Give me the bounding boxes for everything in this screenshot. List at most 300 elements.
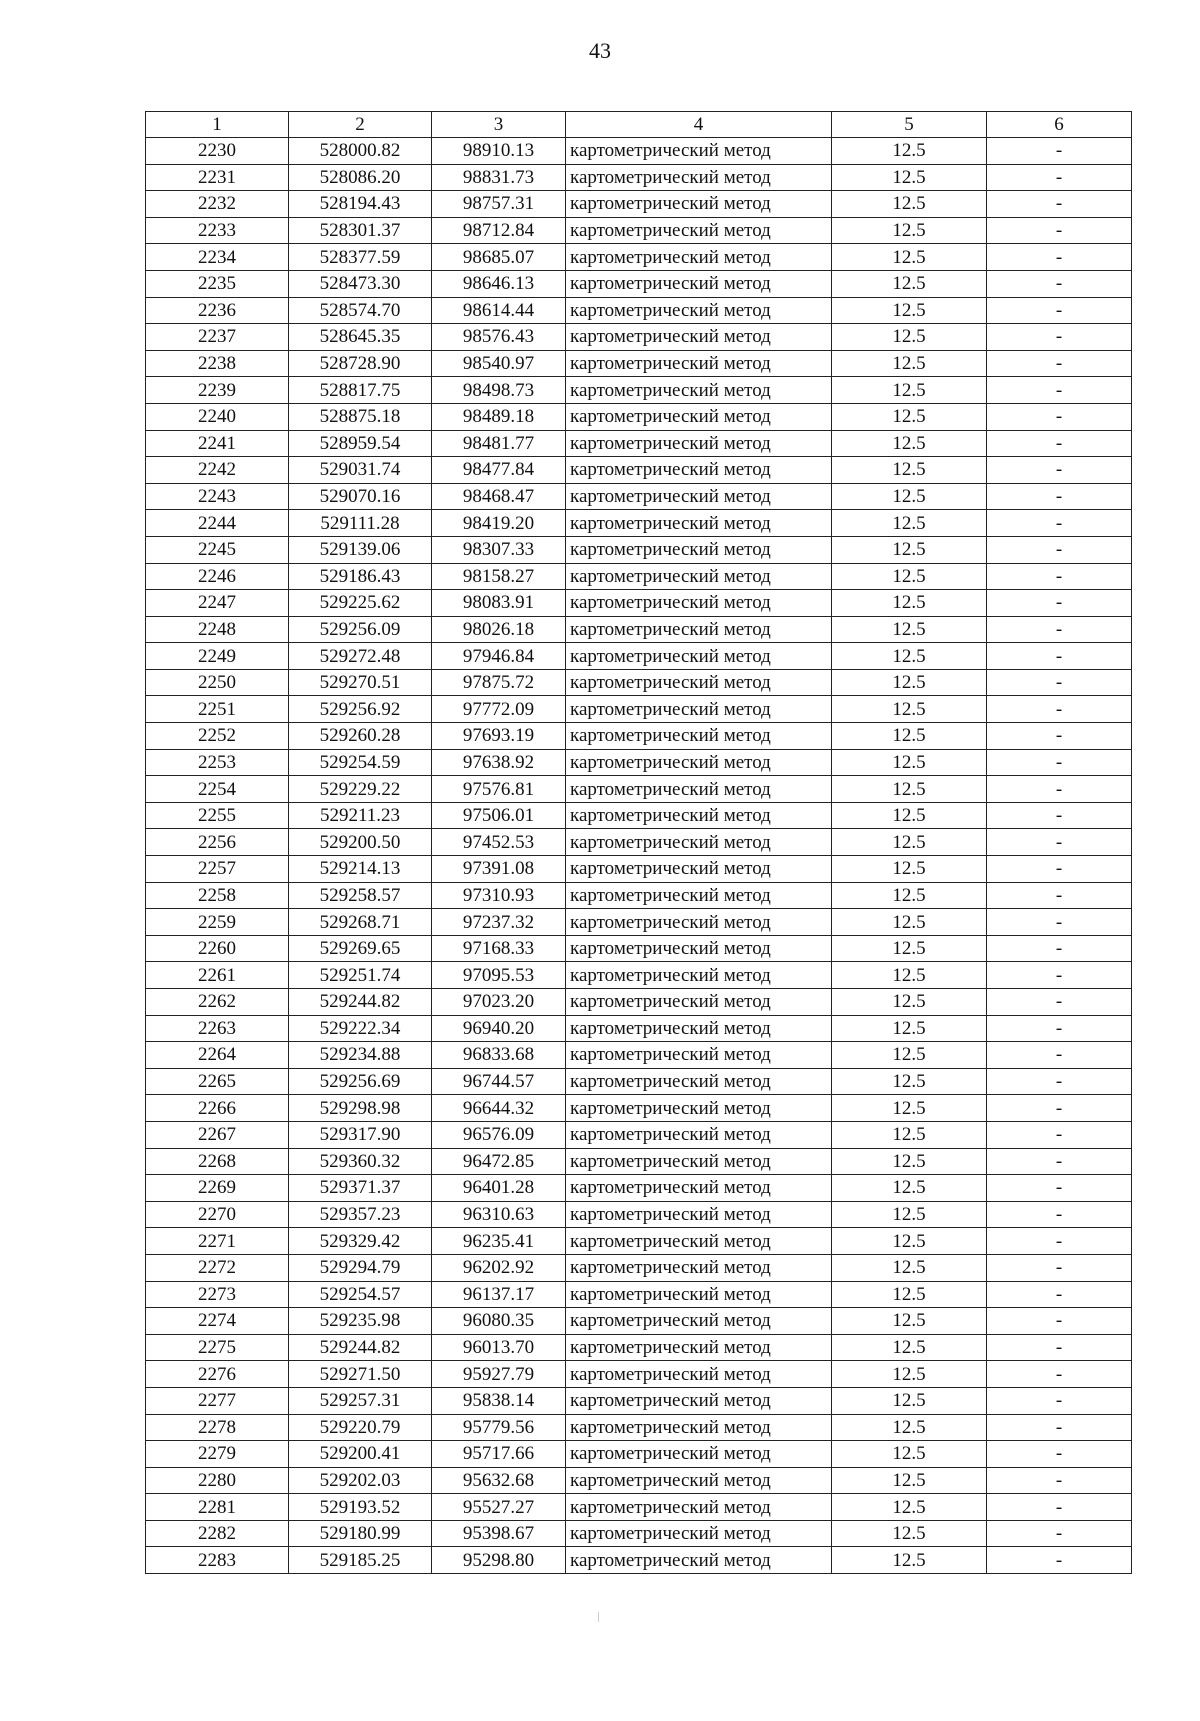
- cell-method: картометрический метод: [566, 1467, 832, 1494]
- cell-method: картометрический метод: [566, 1414, 832, 1441]
- cell-coord-x: 529244.82: [289, 1334, 432, 1361]
- cell-point-number: 2254: [146, 776, 289, 803]
- cell-note: -: [987, 483, 1132, 510]
- table-header: [146, 112, 1132, 138]
- cell-coord-y: 98477.84: [432, 457, 566, 484]
- cell-coord-x: 529270.51: [289, 669, 432, 696]
- cell-method: картометрический метод: [566, 723, 832, 750]
- cell-method: картометрический метод: [566, 1281, 832, 1308]
- cell-note: -: [987, 616, 1132, 643]
- cell-accuracy: 12.5: [832, 430, 987, 457]
- table-row: [146, 935, 1132, 962]
- cell-point-number: 2244: [146, 510, 289, 537]
- table-row: [146, 749, 1132, 776]
- cell-coord-x: 529222.34: [289, 1015, 432, 1042]
- cell-note: -: [987, 244, 1132, 271]
- cell-coord-y: 98481.77: [432, 430, 566, 457]
- cell-method: картометрический метод: [566, 324, 832, 351]
- cell-coord-x: 528875.18: [289, 403, 432, 430]
- cell-coord-x: 529256.69: [289, 1068, 432, 1095]
- cell-coord-x: 529244.82: [289, 989, 432, 1016]
- cell-coord-y: 96202.92: [432, 1254, 566, 1281]
- cell-coord-x: 529317.90: [289, 1121, 432, 1148]
- cell-coord-y: 98026.18: [432, 616, 566, 643]
- cell-accuracy: 12.5: [832, 297, 987, 324]
- cell-coord-x: 529111.28: [289, 510, 432, 537]
- cell-coord-y: 95838.14: [432, 1387, 566, 1414]
- cell-method: картометрический метод: [566, 1201, 832, 1228]
- cell-note: -: [987, 1467, 1132, 1494]
- cell-coord-y: 97875.72: [432, 669, 566, 696]
- cell-method: картометрический метод: [566, 1520, 832, 1547]
- cell-coord-y: 98489.18: [432, 403, 566, 430]
- cell-method: картометрический метод: [566, 1175, 832, 1202]
- cell-point-number: 2273: [146, 1281, 289, 1308]
- cell-method: картометрический метод: [566, 457, 832, 484]
- cell-coord-x: 529180.99: [289, 1520, 432, 1547]
- header-col-6: 6: [987, 112, 1132, 138]
- cell-method: картометрический метод: [566, 1441, 832, 1468]
- cell-coord-y: 98498.73: [432, 377, 566, 404]
- cell-coord-x: 528959.54: [289, 430, 432, 457]
- cell-accuracy: 12.5: [832, 1387, 987, 1414]
- cell-coord-x: 528473.30: [289, 270, 432, 297]
- table-row: [146, 1414, 1132, 1441]
- cell-coord-x: 529360.32: [289, 1148, 432, 1175]
- table-row: [146, 909, 1132, 936]
- table-row: [146, 1547, 1132, 1574]
- table-row: [146, 616, 1132, 643]
- cell-point-number: 2252: [146, 723, 289, 750]
- cell-method: картометрический метод: [566, 1015, 832, 1042]
- table-row: [146, 1121, 1132, 1148]
- cell-method: картометрический метод: [566, 856, 832, 883]
- cell-note: -: [987, 1441, 1132, 1468]
- cell-method: картометрический метод: [566, 1228, 832, 1255]
- cell-coord-y: 98468.47: [432, 483, 566, 510]
- cell-method: картометрический метод: [566, 270, 832, 297]
- table-row: [146, 1308, 1132, 1335]
- cell-coord-x: 529220.79: [289, 1414, 432, 1441]
- cell-note: -: [987, 669, 1132, 696]
- cell-accuracy: 12.5: [832, 989, 987, 1016]
- cell-accuracy: 12.5: [832, 164, 987, 191]
- cell-coord-x: 529268.71: [289, 909, 432, 936]
- table-row: [146, 138, 1132, 165]
- cell-point-number: 2261: [146, 962, 289, 989]
- cell-coord-x: 529229.22: [289, 776, 432, 803]
- cell-note: -: [987, 324, 1132, 351]
- cell-coord-x: 529254.59: [289, 749, 432, 776]
- table-row: [146, 643, 1132, 670]
- cell-point-number: 2275: [146, 1334, 289, 1361]
- cell-point-number: 2263: [146, 1015, 289, 1042]
- cell-accuracy: 12.5: [832, 244, 987, 271]
- cell-coord-y: 98614.44: [432, 297, 566, 324]
- cell-note: -: [987, 1361, 1132, 1388]
- cell-accuracy: 12.5: [832, 909, 987, 936]
- cell-point-number: 2250: [146, 669, 289, 696]
- cell-coord-y: 96644.32: [432, 1095, 566, 1122]
- cell-note: -: [987, 590, 1132, 617]
- cell-coord-y: 96310.63: [432, 1201, 566, 1228]
- cell-point-number: 2245: [146, 536, 289, 563]
- cell-point-number: 2283: [146, 1547, 289, 1574]
- cell-method: картометрический метод: [566, 909, 832, 936]
- cell-accuracy: 12.5: [832, 1068, 987, 1095]
- cell-coord-x: 529272.48: [289, 643, 432, 670]
- cell-point-number: 2278: [146, 1414, 289, 1441]
- cell-note: -: [987, 882, 1132, 909]
- cell-point-number: 2272: [146, 1254, 289, 1281]
- cell-method: картометрический метод: [566, 1254, 832, 1281]
- table-row: [146, 1441, 1132, 1468]
- table-row: [146, 457, 1132, 484]
- table-row: [146, 1201, 1132, 1228]
- cell-point-number: 2256: [146, 829, 289, 856]
- cell-accuracy: 12.5: [832, 270, 987, 297]
- cell-note: -: [987, 1201, 1132, 1228]
- header-col-1: 1: [146, 112, 289, 138]
- header-col-4: 4: [566, 112, 832, 138]
- cell-coord-x: 529257.31: [289, 1387, 432, 1414]
- cell-note: -: [987, 749, 1132, 776]
- cell-point-number: 2230: [146, 138, 289, 165]
- cell-accuracy: 12.5: [832, 1201, 987, 1228]
- cell-method: картометрический метод: [566, 802, 832, 829]
- cell-note: -: [987, 217, 1132, 244]
- cell-accuracy: 12.5: [832, 217, 987, 244]
- cell-note: -: [987, 962, 1132, 989]
- cell-method: картометрический метод: [566, 191, 832, 218]
- cell-note: -: [987, 723, 1132, 750]
- cell-coord-y: 98685.07: [432, 244, 566, 271]
- cell-note: -: [987, 536, 1132, 563]
- cell-accuracy: 12.5: [832, 350, 987, 377]
- cell-coord-x: 529258.57: [289, 882, 432, 909]
- table-row: [146, 1467, 1132, 1494]
- cell-accuracy: 12.5: [832, 935, 987, 962]
- cell-note: -: [987, 191, 1132, 218]
- cell-coord-y: 96401.28: [432, 1175, 566, 1202]
- cell-point-number: 2270: [146, 1201, 289, 1228]
- cell-method: картометрический метод: [566, 350, 832, 377]
- cell-accuracy: 12.5: [832, 1254, 987, 1281]
- cell-accuracy: 12.5: [832, 483, 987, 510]
- cell-note: -: [987, 1414, 1132, 1441]
- cell-coord-x: 529225.62: [289, 590, 432, 617]
- cell-method: картометрический метод: [566, 962, 832, 989]
- cell-point-number: 2235: [146, 270, 289, 297]
- cell-accuracy: 12.5: [832, 1148, 987, 1175]
- cell-note: -: [987, 989, 1132, 1016]
- cell-coord-y: 97095.53: [432, 962, 566, 989]
- cell-accuracy: 12.5: [832, 962, 987, 989]
- table-row: [146, 191, 1132, 218]
- cell-point-number: 2249: [146, 643, 289, 670]
- cell-point-number: 2251: [146, 696, 289, 723]
- cell-note: -: [987, 1175, 1132, 1202]
- table-row: [146, 723, 1132, 750]
- cell-coord-y: 98419.20: [432, 510, 566, 537]
- table-row: [146, 590, 1132, 617]
- cell-coord-x: 529254.57: [289, 1281, 432, 1308]
- cell-coord-y: 98910.13: [432, 138, 566, 165]
- cell-point-number: 2271: [146, 1228, 289, 1255]
- table-body: [146, 138, 1132, 1574]
- table-row: [146, 802, 1132, 829]
- cell-coord-x: 529294.79: [289, 1254, 432, 1281]
- cell-point-number: 2269: [146, 1175, 289, 1202]
- table-row: [146, 1361, 1132, 1388]
- cell-point-number: 2236: [146, 297, 289, 324]
- cell-coord-x: 529271.50: [289, 1361, 432, 1388]
- cell-point-number: 2259: [146, 909, 289, 936]
- cell-accuracy: 12.5: [832, 696, 987, 723]
- cell-note: -: [987, 270, 1132, 297]
- cell-coord-y: 97693.19: [432, 723, 566, 750]
- cell-point-number: 2266: [146, 1095, 289, 1122]
- table-row: [146, 1254, 1132, 1281]
- cell-note: -: [987, 1042, 1132, 1069]
- cell-coord-y: 98576.43: [432, 324, 566, 351]
- cell-method: картометрический метод: [566, 1095, 832, 1122]
- cell-note: -: [987, 1228, 1132, 1255]
- table-row: [146, 1494, 1132, 1521]
- cell-accuracy: 12.5: [832, 882, 987, 909]
- cell-coord-x: 529186.43: [289, 563, 432, 590]
- cell-coord-y: 97452.53: [432, 829, 566, 856]
- cell-accuracy: 12.5: [832, 1361, 987, 1388]
- cell-accuracy: 12.5: [832, 829, 987, 856]
- cell-coord-y: 98757.31: [432, 191, 566, 218]
- cell-method: картометрический метод: [566, 217, 832, 244]
- cell-method: картометрический метод: [566, 776, 832, 803]
- cell-note: -: [987, 377, 1132, 404]
- table-row: [146, 244, 1132, 271]
- cell-note: -: [987, 297, 1132, 324]
- table-row: [146, 1068, 1132, 1095]
- cell-point-number: 2279: [146, 1441, 289, 1468]
- cell-point-number: 2277: [146, 1387, 289, 1414]
- table-row: [146, 1148, 1132, 1175]
- cell-note: -: [987, 1494, 1132, 1521]
- cell-coord-x: 528817.75: [289, 377, 432, 404]
- cell-point-number: 2258: [146, 882, 289, 909]
- cell-coord-y: 95927.79: [432, 1361, 566, 1388]
- cell-coord-y: 98712.84: [432, 217, 566, 244]
- table-row: [146, 696, 1132, 723]
- table-row: [146, 510, 1132, 537]
- table-row: [146, 1175, 1132, 1202]
- cell-coord-y: 96013.70: [432, 1334, 566, 1361]
- cell-method: картометрический метод: [566, 829, 832, 856]
- cell-note: -: [987, 164, 1132, 191]
- cell-accuracy: 12.5: [832, 802, 987, 829]
- cell-note: -: [987, 457, 1132, 484]
- cell-coord-x: 528194.43: [289, 191, 432, 218]
- cell-point-number: 2240: [146, 403, 289, 430]
- cell-coord-y: 97237.32: [432, 909, 566, 936]
- cell-accuracy: 12.5: [832, 1095, 987, 1122]
- cell-coord-y: 98083.91: [432, 590, 566, 617]
- cell-note: -: [987, 643, 1132, 670]
- cell-coord-y: 95527.27: [432, 1494, 566, 1521]
- cell-point-number: 2255: [146, 802, 289, 829]
- cell-coord-y: 96472.85: [432, 1148, 566, 1175]
- cell-point-number: 2246: [146, 563, 289, 590]
- cell-method: картометрический метод: [566, 563, 832, 590]
- cell-coord-y: 97638.92: [432, 749, 566, 776]
- cell-coord-x: 528000.82: [289, 138, 432, 165]
- cell-coord-x: 529256.09: [289, 616, 432, 643]
- cell-coord-y: 95298.80: [432, 1547, 566, 1574]
- cell-point-number: 2231: [146, 164, 289, 191]
- cell-coord-y: 97168.33: [432, 935, 566, 962]
- cell-accuracy: 12.5: [832, 1281, 987, 1308]
- cell-method: картометрический метод: [566, 1387, 832, 1414]
- cell-coord-x: 529139.06: [289, 536, 432, 563]
- cell-method: картометрический метод: [566, 1042, 832, 1069]
- cell-accuracy: 12.5: [832, 616, 987, 643]
- cell-point-number: 2274: [146, 1308, 289, 1335]
- cell-method: картометрический метод: [566, 1308, 832, 1335]
- cell-point-number: 2260: [146, 935, 289, 962]
- cell-method: картометрический метод: [566, 244, 832, 271]
- cell-accuracy: 12.5: [832, 1175, 987, 1202]
- cell-coord-x: 529200.41: [289, 1441, 432, 1468]
- cell-point-number: 2265: [146, 1068, 289, 1095]
- cell-accuracy: 12.5: [832, 324, 987, 351]
- table-row: [146, 989, 1132, 1016]
- cell-method: картометрический метод: [566, 138, 832, 165]
- cell-accuracy: 12.5: [832, 1334, 987, 1361]
- cell-point-number: 2243: [146, 483, 289, 510]
- cell-accuracy: 12.5: [832, 643, 987, 670]
- page-number: 43: [589, 38, 611, 63]
- cell-note: -: [987, 138, 1132, 165]
- cell-point-number: 2247: [146, 590, 289, 617]
- header-col-5: 5: [832, 112, 987, 138]
- cell-method: картометрический метод: [566, 616, 832, 643]
- cell-note: -: [987, 802, 1132, 829]
- cell-accuracy: 12.5: [832, 1042, 987, 1069]
- table-row: [146, 856, 1132, 883]
- cell-note: -: [987, 1520, 1132, 1547]
- cell-method: картометрический метод: [566, 536, 832, 563]
- cell-point-number: 2237: [146, 324, 289, 351]
- cell-coord-x: 528728.90: [289, 350, 432, 377]
- cell-coord-y: 96833.68: [432, 1042, 566, 1069]
- cell-point-number: 2281: [146, 1494, 289, 1521]
- cell-accuracy: 12.5: [832, 776, 987, 803]
- table-row: [146, 1281, 1132, 1308]
- table-row: [146, 563, 1132, 590]
- header-col-3: 3: [432, 112, 566, 138]
- cell-coord-x: 529235.98: [289, 1308, 432, 1335]
- cell-method: картометрический метод: [566, 1068, 832, 1095]
- cell-note: -: [987, 935, 1132, 962]
- cell-method: картометрический метод: [566, 1334, 832, 1361]
- cell-note: -: [987, 563, 1132, 590]
- cell-coord-x: 529031.74: [289, 457, 432, 484]
- cell-coord-x: 529251.74: [289, 962, 432, 989]
- cell-accuracy: 12.5: [832, 457, 987, 484]
- table-row: [146, 270, 1132, 297]
- cell-method: картометрический метод: [566, 164, 832, 191]
- table-row: [146, 403, 1132, 430]
- cell-coord-y: 97023.20: [432, 989, 566, 1016]
- cell-accuracy: 12.5: [832, 1308, 987, 1335]
- cell-note: -: [987, 403, 1132, 430]
- cell-accuracy: 12.5: [832, 856, 987, 883]
- cell-method: картометрический метод: [566, 643, 832, 670]
- cell-coord-y: 95717.66: [432, 1441, 566, 1468]
- cell-coord-y: 97391.08: [432, 856, 566, 883]
- cell-note: -: [987, 1095, 1132, 1122]
- cell-note: -: [987, 1281, 1132, 1308]
- cell-accuracy: 12.5: [832, 669, 987, 696]
- cell-coord-y: 96235.41: [432, 1228, 566, 1255]
- cell-note: -: [987, 856, 1132, 883]
- cell-point-number: 2253: [146, 749, 289, 776]
- cell-accuracy: 12.5: [832, 590, 987, 617]
- cell-method: картометрический метод: [566, 590, 832, 617]
- table-row: [146, 669, 1132, 696]
- cell-method: картометрический метод: [566, 1121, 832, 1148]
- cell-point-number: 2267: [146, 1121, 289, 1148]
- cell-note: -: [987, 430, 1132, 457]
- cell-method: картометрический метод: [566, 430, 832, 457]
- table-row: [146, 1015, 1132, 1042]
- cell-point-number: 2238: [146, 350, 289, 377]
- cell-point-number: 2257: [146, 856, 289, 883]
- cell-accuracy: 12.5: [832, 1441, 987, 1468]
- cell-note: -: [987, 1121, 1132, 1148]
- cell-method: картометрический метод: [566, 669, 832, 696]
- cell-coord-y: 98831.73: [432, 164, 566, 191]
- cell-coord-y: 97576.81: [432, 776, 566, 803]
- cell-method: картометрический метод: [566, 1494, 832, 1521]
- cell-method: картометрический метод: [566, 403, 832, 430]
- cell-coord-y: 96744.57: [432, 1068, 566, 1095]
- table-row: [146, 962, 1132, 989]
- cell-accuracy: 12.5: [832, 1121, 987, 1148]
- cell-method: картометрический метод: [566, 935, 832, 962]
- table-row: [146, 1095, 1132, 1122]
- table-row: [146, 324, 1132, 351]
- cell-accuracy: 12.5: [832, 563, 987, 590]
- header-col-2: 2: [289, 112, 432, 138]
- table-row: [146, 1520, 1132, 1547]
- cell-accuracy: 12.5: [832, 377, 987, 404]
- cell-note: -: [987, 776, 1132, 803]
- cell-point-number: 2242: [146, 457, 289, 484]
- cell-point-number: 2282: [146, 1520, 289, 1547]
- cell-coord-y: 98646.13: [432, 270, 566, 297]
- cell-coord-x: 529298.98: [289, 1095, 432, 1122]
- cell-note: -: [987, 350, 1132, 377]
- cell-accuracy: 12.5: [832, 1414, 987, 1441]
- cell-coord-y: 97772.09: [432, 696, 566, 723]
- cell-point-number: 2241: [146, 430, 289, 457]
- cell-coord-y: 96080.35: [432, 1308, 566, 1335]
- cell-accuracy: 12.5: [832, 1494, 987, 1521]
- table-row: [146, 430, 1132, 457]
- table-row: [146, 164, 1132, 191]
- cell-coord-y: 97310.93: [432, 882, 566, 909]
- table-row: [146, 297, 1132, 324]
